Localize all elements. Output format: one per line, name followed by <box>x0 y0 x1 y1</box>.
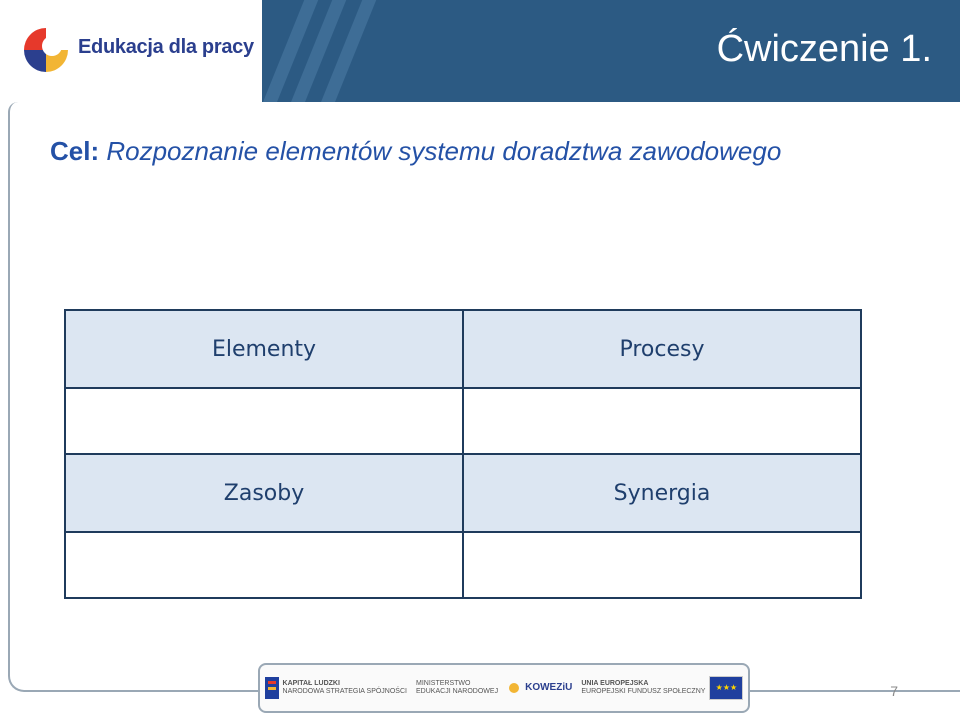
table-cell-elementy: Elementy <box>65 310 463 388</box>
slide-subtitle <box>50 136 781 167</box>
unia-europejska-logo <box>581 676 743 700</box>
table-cell-synergia: Synergia <box>463 454 861 532</box>
table-cell-empty[interactable] <box>65 532 463 598</box>
footer-logo-title: UNIA EUROPEJSKA <box>581 680 649 687</box>
exercise-table <box>64 309 862 599</box>
table-row <box>65 388 861 454</box>
table-cell-zasoby: Zasoby <box>65 454 463 532</box>
edukacja-logo <box>18 22 268 82</box>
slide-title: Ćwiczenie 1. <box>716 28 932 70</box>
koweziu-sun-icon <box>507 677 521 699</box>
table-cell-empty[interactable] <box>463 532 861 598</box>
footer-logo-sub: EDUKACJI NARODOWEJ <box>416 688 499 695</box>
table-cell-empty[interactable] <box>65 388 463 454</box>
footer-logo-bar <box>258 663 750 713</box>
kapital-ludzki-icon <box>265 677 279 699</box>
subtitle-text: Rozpoznanie elementów systemu doradztwa zawodowego <box>106 136 782 166</box>
eu-flag-icon: ★★★ <box>709 676 743 700</box>
ministerstwo-logo <box>416 680 498 696</box>
koweziu-logo <box>507 677 572 699</box>
logo-emblem-icon <box>18 22 74 78</box>
table-cell-procesy: Procesy <box>463 310 861 388</box>
logo-text: Edukacja dla pracy <box>78 36 254 58</box>
table-cell-empty[interactable] <box>463 388 861 454</box>
footer-logo-title: KOWEZiU <box>525 682 573 693</box>
footer-logo-sub: EUROPEJSKI FUNDUSZ SPOŁECZNY <box>581 688 706 695</box>
footer-logo-title: MINISTERSTWO <box>416 680 471 687</box>
footer-logo-title: KAPITAŁ LUDZKI <box>282 680 340 687</box>
footer-logo-sub: NARODOWA STRATEGIA SPÓJNOŚCI <box>282 688 407 695</box>
table-row <box>65 454 861 532</box>
table-row <box>65 310 861 388</box>
table-row <box>65 532 861 598</box>
subtitle-lead: Cel: <box>50 136 100 166</box>
kapital-ludzki-logo <box>265 677 407 699</box>
page-number: 7 <box>890 683 898 699</box>
